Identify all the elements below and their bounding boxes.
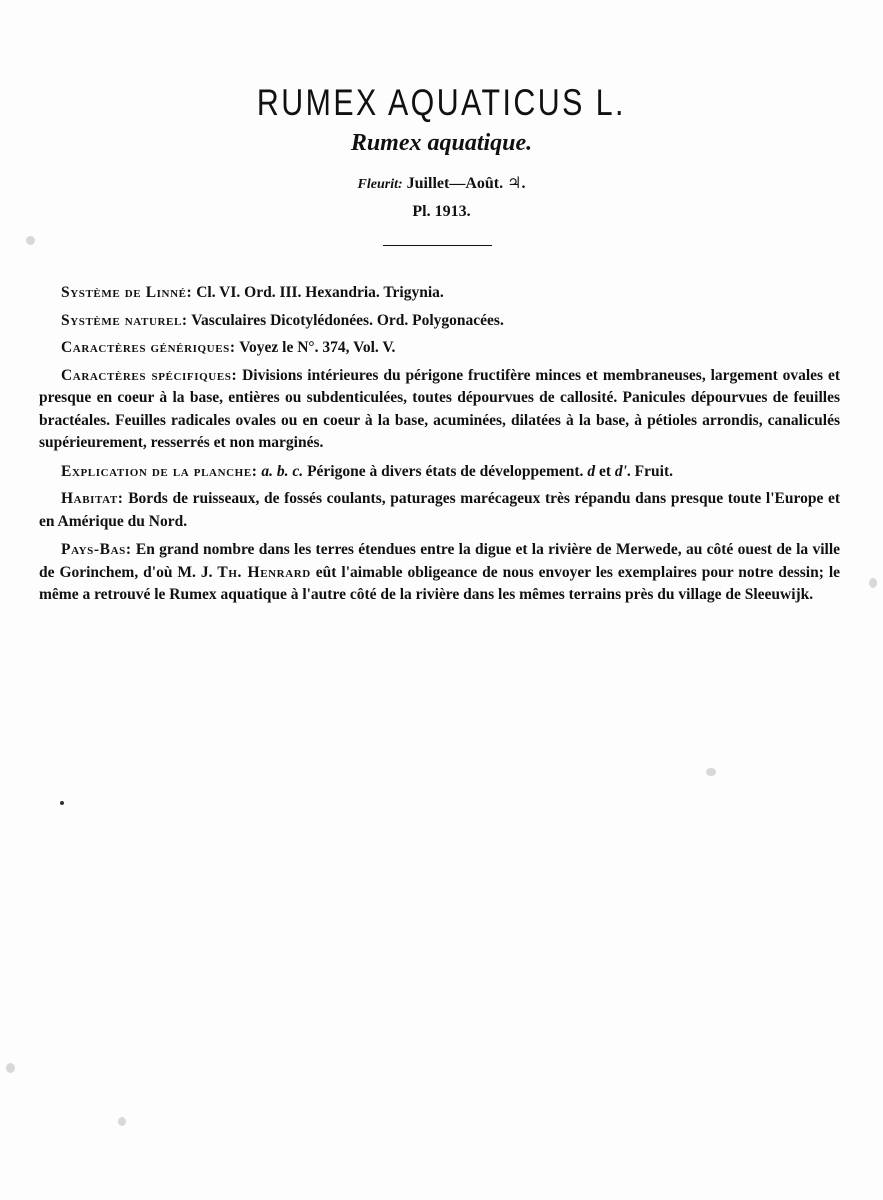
explication-letter-d-prime: d' — [614, 462, 627, 480]
specifiques-label: Caractères spécifiques: — [61, 366, 238, 384]
explication-label: Explication de la planche: — [61, 462, 258, 480]
explication-paragraph — [39, 461, 840, 484]
paysbas-paragraph — [39, 539, 840, 607]
paper-speck — [60, 801, 64, 805]
generiques-text: Voyez le N°. 374, Vol. V. — [235, 339, 396, 356]
explication-letter-d: d — [587, 462, 596, 480]
explication-text-3: . Fruit. — [626, 462, 673, 480]
flowering-value: Juillet—Août. ♃. — [406, 175, 526, 192]
paper-speck — [869, 578, 877, 588]
explication-text-2: et — [595, 462, 615, 480]
flowering-label: Fleurit: — [357, 177, 403, 192]
explication-text-1: Périgone à divers états de développement. — [303, 462, 588, 480]
explication-letters: a. b. c. — [261, 462, 304, 480]
naturel-label: Système naturel: — [61, 311, 188, 329]
paper-speck — [118, 1117, 126, 1126]
description-body — [39, 282, 840, 613]
linne-label: Système de Linné: — [61, 284, 193, 301]
paper-speck — [6, 1063, 15, 1073]
specifiques-text: Divisions intérieures du périgone fructifère minces et membraneuses, largement ovales et presque en coeur à la base, entières ou subdenticulées, toutes dépourvues de callosité. Panicules dépourvues de feuilles bractéales. Feuilles radicales ovales ou en coeur à la base, acuminées, dilatées à la base, à pétioles arrondis, canaliculés supérieurement, resserrés et non marginés. — [39, 366, 840, 451]
generiques-paragraph — [39, 337, 840, 360]
habitat-text: Bords de ruisseaux, de fossés coulants, paturages marécageux très répandu dans presque toute l'Europe et en Amérique du Nord. — [39, 490, 840, 530]
specifiques-paragraph — [39, 365, 840, 455]
plate-number: Pl. 1913. — [412, 203, 471, 220]
paper-speck — [706, 768, 716, 776]
generiques-label: Caractères génériques: — [61, 339, 236, 356]
title-divider — [383, 245, 492, 246]
page-title: RUMEX AQUATICUS L. — [256, 82, 626, 123]
henrard-name: Th. Henrard — [217, 563, 311, 581]
paper-speck — [26, 236, 35, 245]
paysbas-text-2: eût l'aimable obligeance de nous envoyer les exemplaires pour notre dessin; le même a retrouvé le Rumex aquatique à l'autre côté de la rivière dans les mêmes terrains près du village de Sleeuwijk. — [39, 563, 841, 603]
linne-text: Cl. VI. Ord. III. Hexandria. Trigynia. — [192, 284, 444, 301]
flowering-line — [0, 173, 883, 193]
page-subtitle: Rumex aquatique. — [350, 130, 533, 156]
linne-paragraph — [39, 282, 840, 305]
paysbas-label: Pays-Bas: — [61, 541, 132, 558]
habitat-label: Habitat: — [61, 490, 124, 507]
naturel-paragraph — [39, 310, 840, 333]
habitat-paragraph — [39, 488, 840, 533]
paysbas-text-1: En grand nombre dans les terres étendues entre la digue et la rivière de Merwede, au côté ouest de la ville de Gorinchem, d'où M. J. — [39, 541, 840, 581]
naturel-text: Vasculaires Dicotylédonées. Ord. Polygonacées. — [187, 311, 504, 329]
